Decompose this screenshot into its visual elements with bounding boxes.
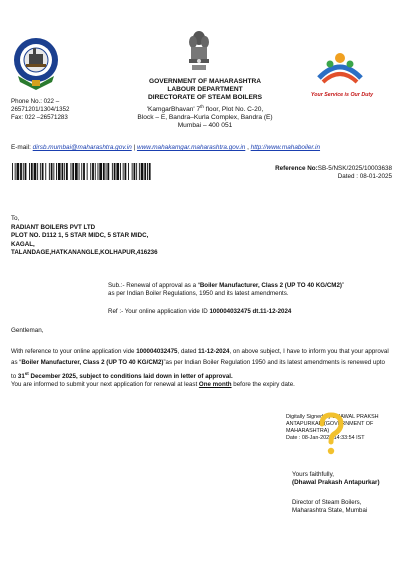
barcode-bar — [112, 163, 113, 180]
barcode-bar — [15, 163, 16, 180]
barcode-bar — [25, 163, 27, 180]
barcode-bar — [95, 163, 96, 180]
barcode-bar — [106, 163, 107, 180]
salutation: Gentleman, — [11, 327, 44, 334]
digital-signature-stamp: Digitally Signed By DHAWAL PRAKSH ANTAPURKAR (GOVERNMENT OF MAHARASHTRA) Date : 08-Jan-2025 14:33:54 IST — [286, 414, 379, 441]
barcode-bar — [40, 163, 41, 180]
barcode-bar — [51, 163, 53, 180]
barcode-bar — [64, 163, 65, 180]
barcode — [12, 163, 152, 180]
department-title: LABOUR DEPARTMENT — [167, 86, 243, 94]
phone-numbers: 26571201/1304/1352 — [11, 106, 70, 113]
to-label: To, — [11, 215, 20, 222]
reference-application: Ref :- Your online application vide ID 100004032475 dt.11-12-2024 — [108, 308, 292, 315]
barcode-bar — [75, 163, 78, 180]
barcode-bar — [107, 163, 109, 180]
address-line-3: Mumbai – 400 051 — [177, 122, 233, 130]
recipient-name: RADIANT BOILERS PVT LTD — [11, 223, 96, 231]
service-tagline: Your Service is Our Duty — [310, 92, 374, 98]
email-link[interactable]: dirsb.mumbai@maharashtra.gov.in — [32, 144, 132, 151]
barcode-bar — [12, 163, 13, 180]
steam-boilers-seal-icon — [12, 36, 60, 92]
barcode-bar — [79, 163, 80, 180]
barcode-bar — [29, 163, 30, 180]
phone-block — [11, 98, 121, 122]
contact-line: E-mail: dirsb.mumbai@maharashtra.gov.in | www.mahakamgar.maharashtra.gov.in , http://www.mahaboiler.in — [11, 144, 321, 151]
barcode-bar — [125, 163, 127, 180]
barcode-bar — [120, 163, 121, 180]
barcode-bar — [37, 163, 38, 180]
barcode-bar — [49, 163, 50, 180]
barcode-bar — [53, 163, 54, 180]
office-address-block — [120, 78, 290, 130]
body-paragraph-2: You are informed to submit your next application for renewal at least One month before the expiry date. — [11, 381, 295, 388]
barcode-bar — [20, 163, 22, 180]
barcode-bar — [149, 163, 151, 180]
phone-line: Phone No.: 022 – — [11, 98, 60, 105]
directorate-title: DIRECTORATE OF STEAM BOILERS — [147, 94, 263, 102]
reference-number: Reference No:SB-5/NSK/2025/10003638 — [275, 165, 392, 172]
subject-line: Sub.:- Renewal of approval as a “Boiler Manufacturer, Class 2 (UP TO 40 KG/CM2)” — [108, 282, 345, 289]
barcode-bar — [66, 163, 68, 180]
barcode-bar — [144, 163, 146, 180]
barcode-bar — [103, 163, 105, 180]
barcode-bar — [114, 163, 116, 180]
barcode-bar — [139, 163, 140, 180]
barcode-bar — [87, 163, 88, 180]
barcode-bar — [134, 163, 136, 180]
signatory-name: (Dhawal Prakash Antapurkar) — [292, 479, 380, 486]
closing-text: Yours faithfully, — [292, 471, 335, 478]
barcode-bar — [90, 163, 91, 180]
state-emblem-icon — [186, 30, 212, 74]
barcode-bar — [72, 163, 74, 180]
recipient-address-2: KAGAL, — [11, 240, 35, 248]
address-line-1: 'KamgarBhavan' 7th floor, Plot No. C-20, — [146, 103, 264, 113]
gov-title: GOVERNMENT OF MAHARASHTRA — [148, 78, 262, 85]
body-paragraph-1: With reference to your online application vide 100004032475, dated 11-12-2024, on above subject, I have to inform you that your approval as “Boiler Manufacturer, Class 2 (UP TO 40 KG/CM2)”as per Indian Boiler Regulation 1950 and its latest amendments is renewed upto to 31st December 2025, subject to conditions laid down in letter of approval. — [11, 348, 389, 381]
barcode-bar — [141, 163, 144, 180]
recipient-address-3: TALANDAGE,HATKANANGLE,KOLHAPUR,416236 — [11, 249, 158, 257]
mahakamgar-link[interactable]: www.mahakamgar.maharashtra.gov.in — [136, 144, 246, 151]
address-line-2: Block – E, Bandra–Kurla Complex, Bandra (E) — [137, 114, 273, 121]
recipient-block — [11, 215, 261, 258]
barcode-bar — [99, 163, 102, 180]
barcode-bar — [71, 163, 72, 180]
barcode-bar — [123, 163, 124, 180]
subject-line-2: as per Indian Boiler Regulations, 1950 and its latest amendments. — [108, 290, 289, 298]
barcode-bar — [116, 163, 119, 180]
signatory-title: Director of Steam Boilers, Maharashtra State, Mumbai — [292, 499, 368, 514]
barcode-bar — [147, 163, 148, 180]
reference-date: Dated : 08-01-2025 — [337, 173, 392, 180]
barcode-bar — [62, 163, 64, 180]
barcode-bar — [128, 163, 129, 180]
barcode-bar — [81, 163, 82, 180]
reference-block — [250, 165, 392, 181]
barcode-bar — [136, 163, 137, 180]
barcode-bar — [56, 163, 57, 180]
barcode-bar — [45, 163, 46, 180]
barcode-bar — [58, 163, 61, 180]
barcode-bar — [42, 163, 44, 180]
email-label: E-mail: — [11, 144, 33, 151]
barcode-bar — [92, 163, 94, 180]
barcode-bar — [17, 163, 20, 180]
barcode-bar — [34, 163, 37, 180]
subject-block — [108, 282, 378, 299]
fax-line: Fax: 022 –26571283 — [11, 114, 68, 121]
people-service-logo-icon — [315, 48, 365, 88]
question-mark-icon — [314, 412, 348, 456]
mahaboiler-link[interactable]: http://www.mahaboiler.in — [250, 144, 321, 151]
closing-block — [292, 471, 396, 487]
barcode-bar — [132, 163, 133, 180]
recipient-address-1: PLOT NO. D112 1, 5 STAR MIDC, 5 STAR MIDC, — [11, 232, 149, 240]
barcode-bar — [23, 163, 24, 180]
barcode-bar — [31, 163, 33, 180]
barcode-bar — [83, 163, 85, 180]
barcode-bar — [98, 163, 99, 180]
